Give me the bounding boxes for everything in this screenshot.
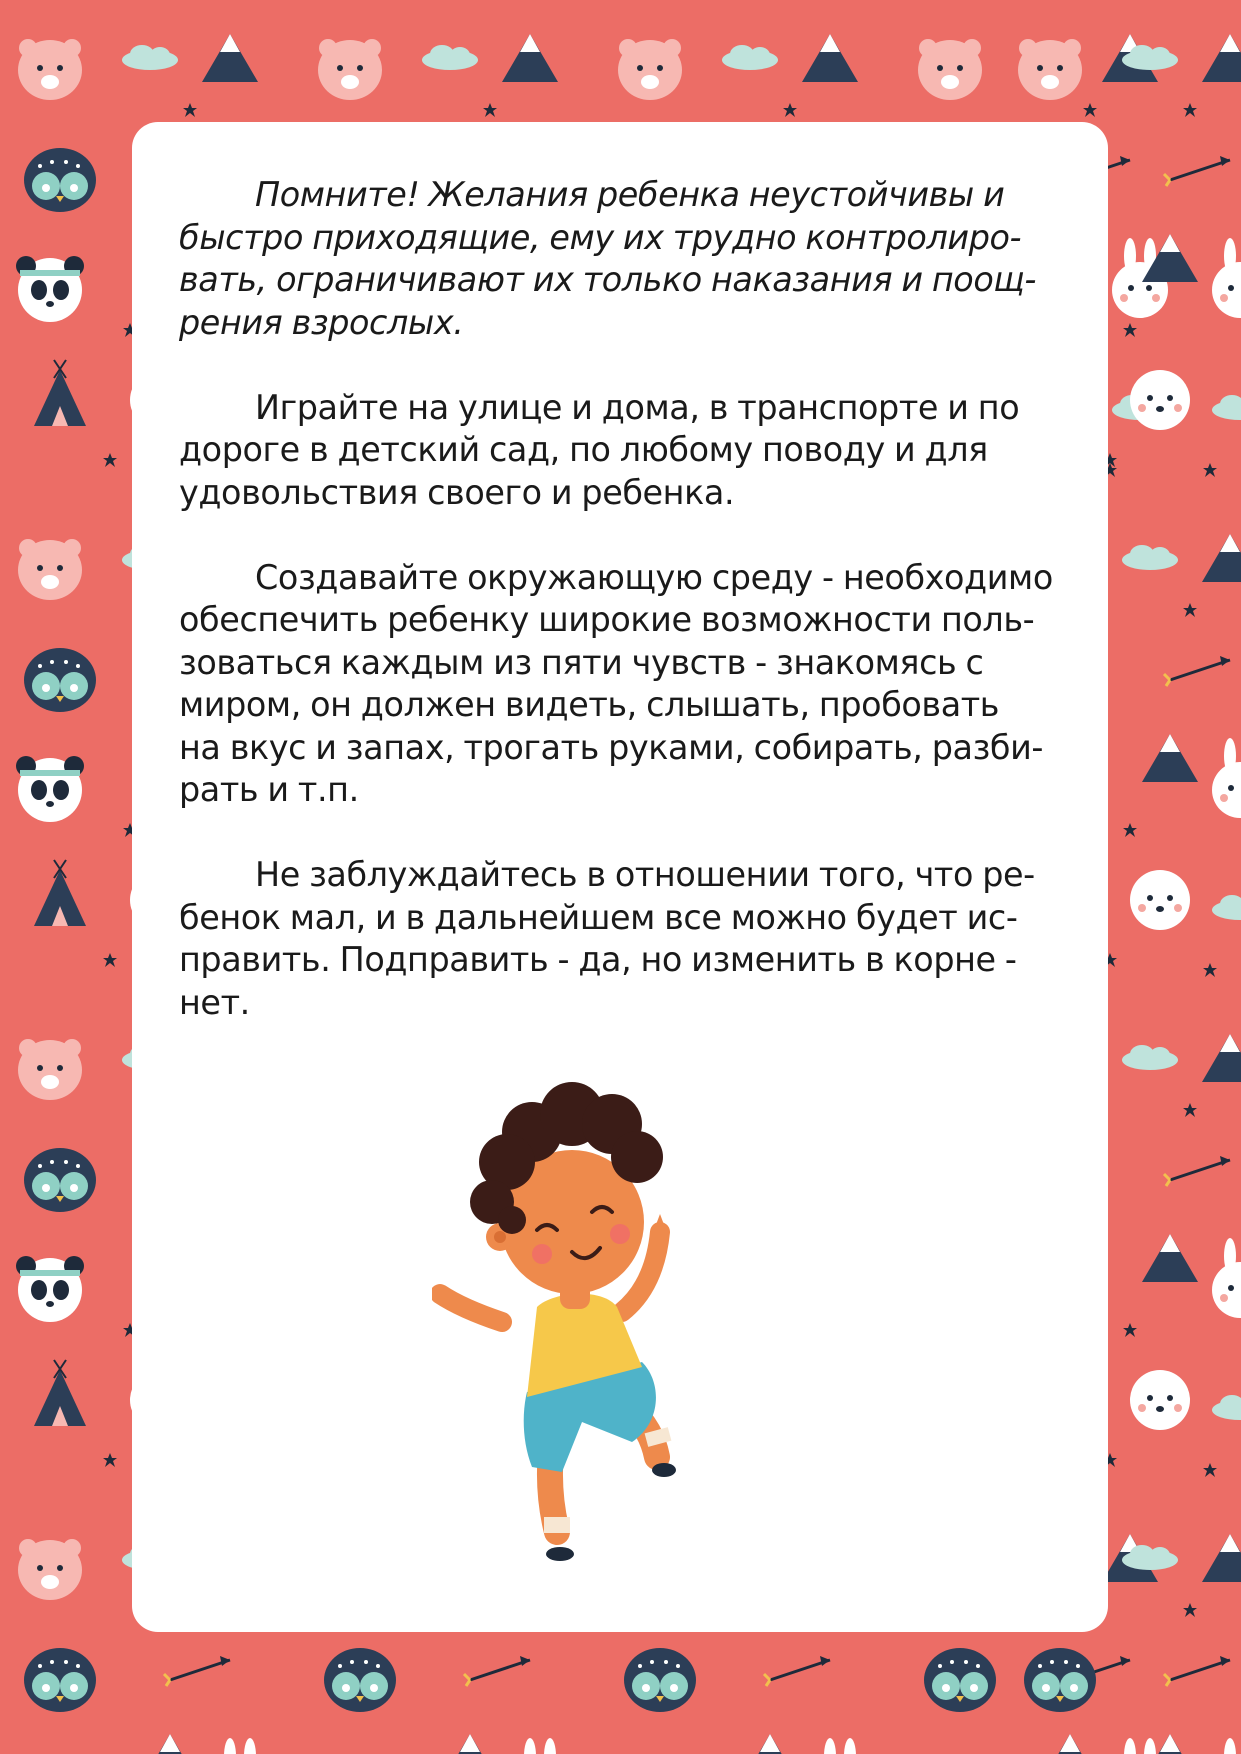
- paragraph-line: Создавайте окружающую среду - необходимо: [255, 557, 1053, 597]
- paragraph-line: зоваться каждым из пяти чувств - знакомясь с: [179, 642, 984, 682]
- text-content: [179, 174, 1061, 1067]
- paragraph-line: править. Подправить - да, но изменить в корне -: [179, 940, 1017, 979]
- paragraph-remember: [179, 174, 1061, 344]
- paragraph-environment: [179, 557, 1061, 812]
- paragraph-line: удовольствия своего и ребенка.: [179, 472, 735, 512]
- paragraph-line: рения взрослых.: [179, 302, 464, 342]
- paragraph-line: на вкус и запах, трогать руками, собирать, разби-: [179, 727, 1044, 767]
- dancing-child-illustration-icon: [432, 1062, 732, 1582]
- paragraph-line: дороге в детский сад, по любому поводу и для: [179, 430, 988, 469]
- paragraph-line: рать и т.п.: [179, 770, 359, 809]
- paragraph-line: быстро приходящие, ему их трудно контролиро-: [179, 217, 1022, 257]
- paragraph-line: бенок мал, и в дальнейшем все можно будет ис-: [179, 897, 1018, 937]
- paragraph-line: миром, он должен видеть, слышать, пробовать: [179, 685, 1000, 724]
- paragraph-line: нет.: [179, 982, 250, 1022]
- content-card: [132, 122, 1108, 1632]
- paragraph-line: Не заблуждайтесь в отношении того, что ре-: [255, 855, 1035, 894]
- paragraph-play: [179, 387, 1061, 515]
- paragraph-line: Помните! Желания ребенка неустойчивы и: [255, 175, 1005, 214]
- paragraph-line: Играйте на улице и дома, в транспорте и по: [255, 387, 1020, 427]
- paragraph-dont-be-mistaken: [179, 854, 1061, 1024]
- paragraph-line: вать, ограничивают их только наказания и поощ-: [179, 260, 1037, 299]
- paragraph-line: обеспечить ребенку широкие возможности поль-: [179, 600, 1035, 639]
